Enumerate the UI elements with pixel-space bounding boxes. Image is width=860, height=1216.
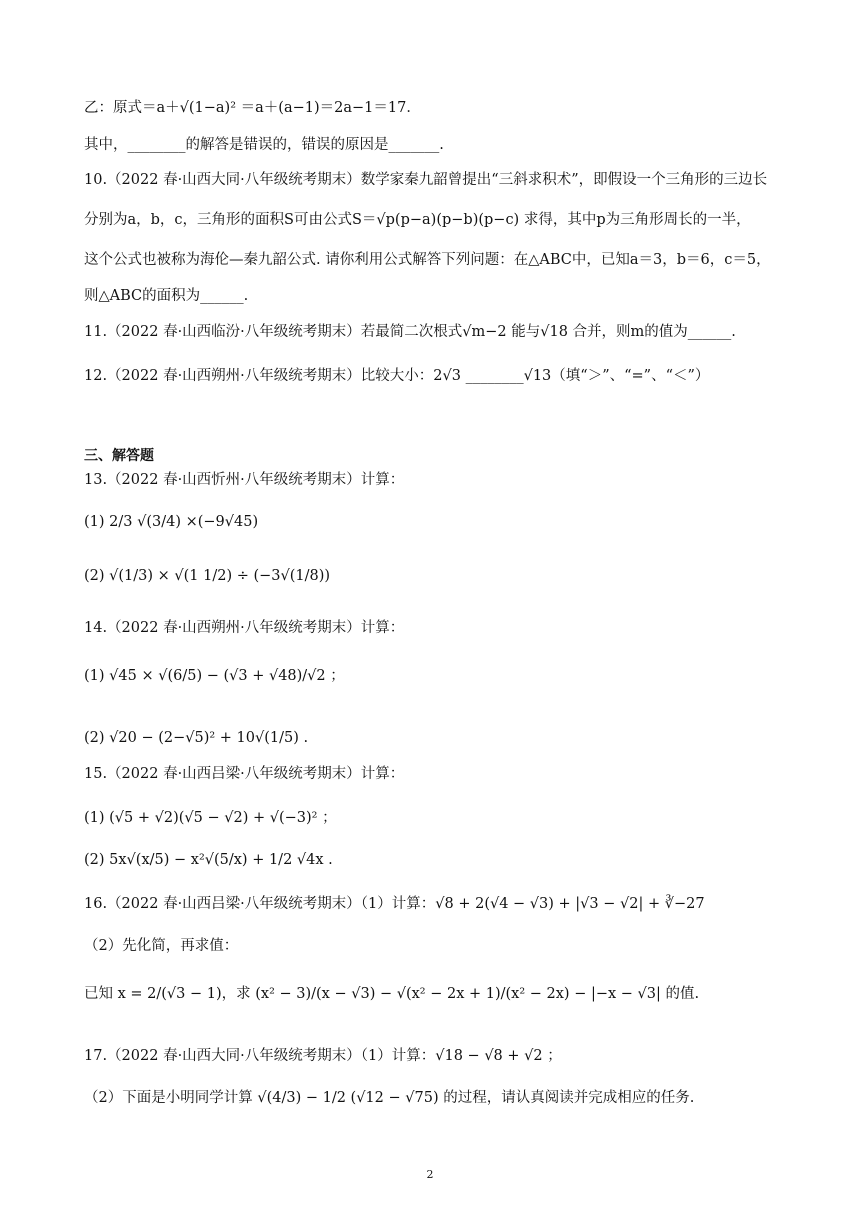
section-heading: 三、解答题 (84, 448, 154, 464)
q17-line: 17.（2022 春·山西大同·八年级统考期末）（1）计算：√18 − √8 + √2 ； (84, 1048, 562, 1064)
q10-line-3: 这个公式也被称为海伦—秦九韶公式. 请你利用公式解答下列问题：在△ABC中，已知a＝3，b＝6，c＝5， (84, 252, 771, 268)
q13-part1: (1) 2/3 √(3/4) ×(−9√45) (84, 514, 259, 530)
q10-line-1: 10.（2022 春·山西大同·八年级统考期末）数学家秦九韶曾提出“三斜求积术”，即假设一个三角形的三边长 (84, 172, 768, 188)
q10-line-4: 则△ABC的面积为______. (84, 288, 249, 304)
q16-part2: （2）先化简，再求值： (84, 938, 239, 954)
q10-line-2: 分别为a，b，c，三角形的面积S可由公式S＝√p(p−a)(p−b)(p−c) 求得，其中p为三角形周长的一半， (84, 212, 751, 228)
q15-line: 15.（2022 春·山西吕梁·八年级统考期末）计算： (84, 766, 405, 782)
q13-line: 13.（2022 春·山西忻州·八年级统考期末）计算： (84, 472, 405, 488)
q14-part1: (1) √45 × √(6/5) − (√3 + √48)/√2 ； (84, 668, 345, 684)
q11-line: 11.（2022 春·山西临汾·八年级统考期末）若最简二次根式√m−2 能与√18 合并，则m的值为______. (84, 324, 736, 340)
q12-line: 12.（2022 春·山西朔州·八年级统考期末）比较大小：2√3 ________√13（填“＞”、“=”、“＜”） (84, 368, 710, 384)
q17-part2: （2）下面是小明同学计算 √(4/3) − 1/2 (√12 − √75) 的过程，请认真阅读并完成相应的任务. (84, 1090, 695, 1106)
q16-line: 16.（2022 春·山西吕梁·八年级统考期末）（1）计算：√8 + 2(√4 − √3) + |√3 − √2| + ∛−27 (84, 896, 705, 912)
q15-part1: (1) (√5 + √2)(√5 − √2) + √(−3)² ； (84, 810, 337, 826)
q14-part2: (2) √20 − (2−√5)² + 10√(1/5) . (84, 730, 309, 746)
q14-line: 14.（2022 春·山西朔州·八年级统考期末）计算： (84, 620, 405, 636)
q16-part3: 已知 x = 2/(√3 − 1)，求 (x² − 3)/(x − √3) − √(x² − 2x + 1)/(x² − 2x) − |−x − √3| 的值. (84, 986, 700, 1002)
q15-part2: (2) 5x√(x/5) − x²√(5/x) + 1/2 √4x . (84, 852, 333, 868)
page-number: 2 (426, 1168, 434, 1181)
line-error-question: 其中，________的解答是错误的，错误的原因是_______. (84, 137, 444, 153)
line-yi-solution: 乙：原式＝a＋√(1−a)² ＝a＋(a−1)＝2a−1＝17． (84, 100, 421, 116)
q13-part2: (2) √(1/3) × √(1 1/2) ÷ (−3√(1/8)) (84, 568, 331, 584)
